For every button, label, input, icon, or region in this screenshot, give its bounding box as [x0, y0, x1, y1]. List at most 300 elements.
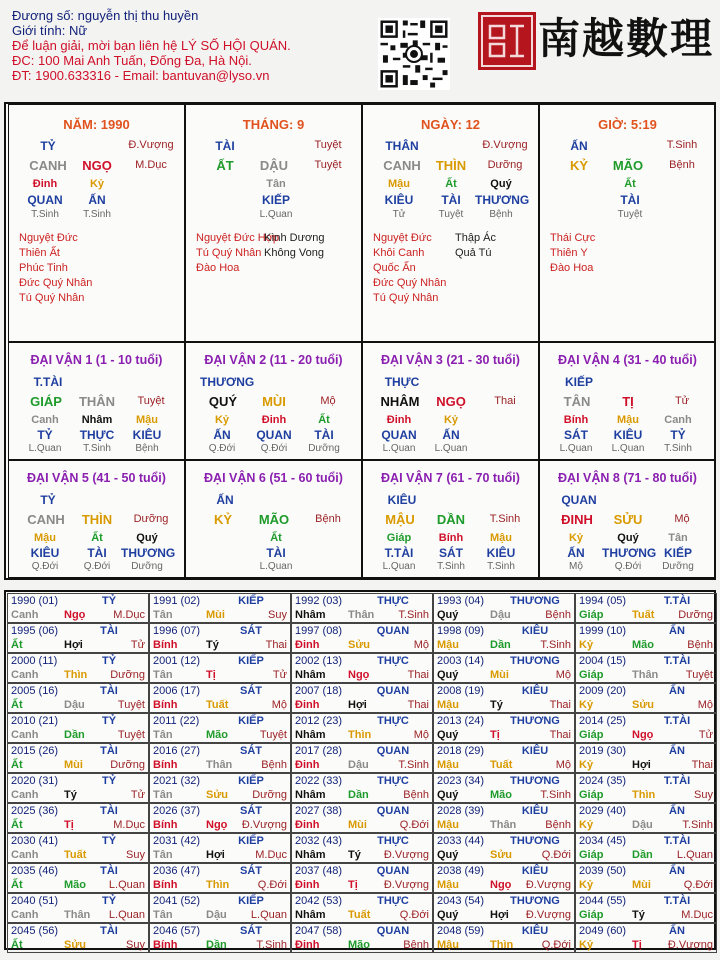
hidden-god: SÁT	[564, 428, 588, 442]
year-cell[interactable]	[433, 803, 575, 833]
year-cell[interactable]	[149, 833, 291, 863]
year-cell[interactable]	[291, 923, 433, 953]
year-cell[interactable]	[575, 653, 717, 683]
hidden-life: Q.Đới	[614, 561, 642, 572]
phone-email-line: ĐT: 1900.633316 - Email: bantuvan@lyso.vn	[12, 68, 270, 83]
year-stem: Ất	[11, 879, 23, 891]
year-cell[interactable]	[149, 803, 291, 833]
star-item: Nguyệt Đức Hợp	[196, 232, 280, 244]
year-cell[interactable]	[149, 743, 291, 773]
year-branch: Tị	[490, 729, 500, 741]
year-label: 2031 (42)	[153, 835, 201, 847]
year-cell[interactable]	[291, 713, 433, 743]
year-cell[interactable]	[149, 773, 291, 803]
hidden-god: TÀI	[441, 193, 461, 207]
stars-left	[19, 231, 92, 306]
year-god: THỰC	[377, 835, 409, 847]
branch-stage: Tuyệt	[137, 395, 165, 407]
branch-stage: Mộ	[674, 513, 690, 525]
hidden-god: SÁT	[439, 546, 463, 560]
year-branch: Dậu	[206, 909, 227, 921]
heaven-stem: NHÂM	[380, 394, 420, 409]
heaven-stem: TÂN	[563, 394, 591, 409]
hidden-life: L.Quan	[259, 561, 293, 572]
year-branch: Tị	[206, 669, 216, 681]
year-stage: Đ.Vượng	[383, 849, 429, 861]
year-label: 2003 (14)	[437, 655, 485, 667]
year-stage: Tuyệt	[685, 669, 713, 681]
dai-van-title: ĐẠI VẬN 8 (71 - 80 tuổi)	[558, 471, 697, 485]
year-god: KIÊU	[521, 925, 549, 937]
hidden-god: KIẾP	[261, 193, 290, 207]
year-cell[interactable]	[149, 893, 291, 923]
year-stem: Canh	[11, 849, 39, 861]
year-cell[interactable]	[149, 593, 291, 623]
year-stem: Bính	[153, 639, 178, 651]
hidden-stem: Ất	[270, 532, 282, 544]
year-label: 1997 (08)	[295, 625, 343, 637]
year-god: ẤN	[669, 685, 685, 697]
top-star: ẤN	[570, 139, 588, 153]
year-label: 2041 (52)	[153, 895, 201, 907]
year-label: 2020 (31)	[11, 775, 59, 787]
hidden-life: Bệnh	[489, 209, 513, 220]
year-branch: Tuất	[64, 849, 87, 861]
owner-line: Đương số: nguyễn thị thu huyền	[12, 8, 199, 23]
year-stem: Quý	[437, 609, 459, 621]
year-god: QUAN	[376, 685, 410, 697]
year-stage: T.Sinh	[256, 939, 287, 951]
hidden-stem: Mậu	[388, 178, 410, 190]
year-cell[interactable]	[7, 893, 149, 923]
year-god: QUAN	[376, 625, 410, 637]
year-label: 1998 (09)	[437, 625, 485, 637]
year-stage: Tử	[130, 789, 145, 801]
year-god: SÁT	[240, 685, 262, 697]
year-god: TỶ	[101, 655, 117, 667]
year-god: QUAN	[376, 925, 410, 937]
year-label: 2021 (32)	[153, 775, 201, 787]
year-stage: Mộ	[697, 699, 713, 711]
year-stem: Quý	[437, 909, 459, 921]
year-god: SÁT	[240, 925, 262, 937]
year-cell[interactable]	[291, 893, 433, 923]
top-stage: Tuyệt	[314, 139, 342, 151]
year-god: SÁT	[240, 805, 262, 817]
heaven-stem: KỶ	[569, 158, 589, 173]
year-cell[interactable]	[7, 743, 149, 773]
year-stage: Suy	[268, 609, 287, 621]
year-cell[interactable]	[7, 713, 149, 743]
year-branch: Dậu	[64, 699, 85, 711]
year-cell[interactable]	[149, 713, 291, 743]
year-stage: Bệnh	[261, 759, 287, 771]
year-god: THỰC	[377, 715, 409, 727]
year-god: T.TÀI	[663, 595, 691, 607]
hidden-life: T.Sinh	[83, 443, 111, 454]
dai-van-3	[362, 342, 539, 460]
hidden-god: T.TÀI	[384, 546, 414, 560]
year-stage: Mộ	[413, 639, 429, 651]
year-branch: Dậu	[490, 609, 511, 621]
year-cell[interactable]	[575, 743, 717, 773]
year-god: ẤN	[669, 925, 685, 937]
year-cell[interactable]	[433, 743, 575, 773]
year-label: 2019 (30)	[579, 745, 627, 757]
hidden-stem: Kỷ	[568, 532, 584, 544]
dai-van-8	[539, 460, 716, 578]
branch-stage: Bệnh	[315, 513, 341, 525]
year-branch: Tý	[64, 789, 77, 801]
year-god: QUAN	[376, 865, 410, 877]
year-stage: M.Dục	[113, 609, 145, 621]
dai-van-2	[185, 342, 362, 460]
heaven-stem: GIÁP	[30, 394, 62, 409]
year-stage: Suy	[126, 939, 145, 951]
year-label: 2038 (49)	[437, 865, 485, 877]
hidden-stem: Ất	[91, 532, 103, 544]
heaven-stem: CANH	[383, 158, 421, 173]
earth-branch: THÌN	[435, 158, 467, 173]
contact-line: Để luận giải, mời bạn liên hệ LÝ SỐ HỘI QUÁN.	[12, 38, 291, 53]
hidden-stem: Bính	[563, 414, 589, 426]
year-cell[interactable]	[291, 683, 433, 713]
year-cell[interactable]	[291, 623, 433, 653]
year-stem: Quý	[437, 729, 459, 741]
year-stem: Giáp	[579, 789, 604, 801]
year-branch: Thìn	[632, 789, 656, 801]
year-stage: Tử	[130, 639, 145, 651]
hidden-life: L.Quan	[382, 561, 416, 572]
yearly-table	[4, 590, 716, 950]
year-stage: Bệnh	[545, 819, 571, 831]
year-cell[interactable]	[433, 653, 575, 683]
year-stem: Canh	[11, 909, 39, 921]
year-stem: Giáp	[579, 909, 604, 921]
year-branch: Dần	[64, 729, 85, 741]
year-stem: Mậu	[437, 939, 459, 951]
year-stem: Ất	[11, 759, 23, 771]
year-cell[interactable]	[149, 923, 291, 953]
branch-stage: Bệnh	[669, 159, 695, 171]
year-label: 2028 (39)	[437, 805, 485, 817]
year-god: KIẾP	[238, 775, 264, 787]
top-stage: Đ.Vượng	[482, 139, 528, 151]
year-label: 2001 (12)	[153, 655, 201, 667]
hidden-life: T.Sinh	[664, 443, 692, 454]
year-branch: Tý	[206, 639, 219, 651]
earth-branch: THÂN	[78, 394, 116, 409]
hidden-god: THƯƠNG	[602, 546, 657, 560]
year-stage: Thai	[265, 639, 287, 651]
year-branch: Mão	[632, 639, 654, 651]
year-god: TỶ	[101, 775, 117, 787]
year-branch: Mão	[348, 939, 370, 951]
year-cell[interactable]	[7, 683, 149, 713]
hidden-life: T.Sinh	[437, 561, 465, 572]
year-cell[interactable]	[575, 923, 717, 953]
year-label: 2000 (11)	[11, 655, 58, 667]
year-cell[interactable]	[575, 863, 717, 893]
hidden-stem: Kỷ	[214, 414, 230, 426]
year-god: KIÊU	[521, 805, 549, 817]
year-stem: Kỷ	[579, 879, 594, 891]
year-stage: Q.Đới	[683, 879, 713, 891]
top-star: ẤN	[216, 493, 234, 507]
top-star: KIÊU	[387, 493, 417, 507]
year-cell[interactable]	[7, 773, 149, 803]
heaven-stem: QUÝ	[208, 394, 238, 409]
year-stage: M.Dục	[681, 909, 713, 921]
year-label: 2008 (19)	[437, 685, 485, 697]
star-item: Thiên Ất	[19, 247, 60, 259]
year-god: THỰC	[377, 595, 409, 607]
year-branch: Tý	[348, 849, 361, 861]
year-god: KIẾP	[238, 895, 264, 907]
hidden-god: KIÊU	[613, 428, 643, 442]
star-item: Đức Quý Nhân	[373, 277, 447, 289]
year-stage: Q.Đới	[257, 879, 287, 891]
heaven-stem: ẤT	[216, 158, 234, 173]
year-stage: Q.Đới	[399, 909, 429, 921]
year-branch: Ngọ	[206, 819, 228, 831]
year-cell[interactable]	[7, 623, 149, 653]
year-cell[interactable]	[149, 623, 291, 653]
hidden-god: THƯƠNG	[121, 546, 176, 560]
hidden-life: Bệnh	[135, 443, 159, 454]
star-item: Phúc Tinh	[19, 262, 68, 274]
star-item: Tú Quý Nhân	[19, 292, 85, 304]
year-cell[interactable]	[575, 893, 717, 923]
year-label: 2023 (34)	[437, 775, 485, 787]
year-god: T.TÀI	[663, 835, 691, 847]
hidden-life: L.Quan	[559, 443, 593, 454]
hidden-life: Dưỡng	[662, 561, 694, 572]
year-branch: Ngọ	[348, 669, 370, 681]
year-branch: Thân	[348, 609, 375, 621]
top-star: TỶ	[40, 493, 56, 507]
top-star: QUAN	[561, 493, 597, 507]
year-stage: T.Sinh	[540, 639, 571, 651]
year-branch: Tý	[490, 699, 503, 711]
year-cell[interactable]	[575, 713, 717, 743]
year-stem: Tân	[153, 909, 173, 921]
year-stem: Kỷ	[579, 819, 594, 831]
year-cell[interactable]	[433, 593, 575, 623]
year-branch: Tuất	[490, 759, 513, 771]
year-cell[interactable]	[7, 803, 149, 833]
year-god: SÁT	[240, 745, 262, 757]
top-star: THƯƠNG	[200, 375, 255, 389]
hidden-life: Tuyệt	[617, 209, 643, 220]
hidden-stem: Quý	[490, 178, 512, 190]
top-stage: Đ.Vượng	[128, 139, 174, 151]
year-branch: Sửu	[64, 939, 87, 951]
year-stage: Q.Đới	[541, 849, 571, 861]
hidden-stem: Kỷ	[89, 178, 105, 190]
year-cell[interactable]	[291, 593, 433, 623]
dai-van-title: ĐẠI VẬN 6 (51 - 60 tuổi)	[204, 471, 343, 485]
year-god: TÀI	[100, 925, 118, 937]
year-stem: Quý	[437, 789, 459, 801]
year-label: 2035 (46)	[11, 865, 59, 877]
hidden-life: T.Sinh	[83, 209, 111, 220]
year-label: 2029 (40)	[579, 805, 627, 817]
year-stage: Thai	[549, 699, 571, 711]
year-label: 2009 (20)	[579, 685, 627, 697]
year-label: 2042 (53)	[295, 895, 343, 907]
year-branch: Tuất	[348, 909, 371, 921]
year-cell[interactable]	[7, 923, 149, 953]
hidden-life: Q.Đới	[208, 443, 236, 454]
year-cell[interactable]	[433, 623, 575, 653]
dai-van-4	[539, 342, 716, 460]
dai-van-title: ĐẠI VẬN 5 (41 - 50 tuổi)	[27, 471, 166, 485]
branch-stage: Mộ	[320, 395, 336, 407]
year-branch: Thân	[490, 819, 517, 831]
branch-stage: Tuyệt	[314, 159, 342, 171]
address-line: ĐC: 100 Mai Anh Tuấn, Đống Đa, Hà Nội.	[12, 53, 252, 68]
year-stem: Ất	[11, 939, 23, 951]
hidden-stem: Canh	[664, 414, 692, 426]
year-god: T.TÀI	[663, 775, 691, 787]
year-stem: Mậu	[437, 819, 459, 831]
hidden-life: L.Quan	[382, 443, 416, 454]
year-stage: Tuyệt	[117, 699, 145, 711]
year-god: TÀI	[100, 625, 118, 637]
earth-branch: THÌN	[81, 512, 113, 527]
earth-branch: MÃO	[258, 512, 290, 527]
hidden-stem: Ất	[318, 414, 330, 426]
year-god: ẤN	[669, 805, 685, 817]
year-label: 1993 (04)	[437, 595, 485, 607]
year-god: KIÊU	[521, 625, 549, 637]
year-branch: Dần	[206, 939, 227, 951]
year-god: TỶ	[101, 715, 117, 727]
hidden-god: ẤN	[442, 428, 460, 442]
earth-branch: DẦN	[436, 512, 466, 527]
hidden-stem: Đinh	[261, 414, 287, 426]
year-stem: Nhâm	[295, 849, 326, 861]
year-cell[interactable]	[575, 803, 717, 833]
pillar-title: GIỜ: 5:19	[598, 117, 657, 132]
year-branch: Sửu	[206, 789, 229, 801]
year-cell[interactable]	[291, 773, 433, 803]
year-stem: Bính	[153, 879, 178, 891]
dai-van-title: ĐẠI VẬN 3 (21 - 30 tuổi)	[381, 353, 520, 367]
year-god: KIÊU	[521, 865, 549, 877]
year-cell[interactable]	[291, 833, 433, 863]
year-label: 2046 (57)	[153, 925, 201, 937]
year-branch: Thân	[206, 759, 233, 771]
year-label: 2043 (54)	[437, 895, 485, 907]
star-item: Nguyệt Đức	[19, 232, 78, 244]
year-cell[interactable]	[433, 893, 575, 923]
year-cell[interactable]	[291, 743, 433, 773]
year-cell[interactable]	[575, 683, 717, 713]
year-stage: Đ.Vượng	[241, 819, 287, 831]
year-stage: Đ.Vượng	[667, 939, 713, 951]
year-stem: Đinh	[295, 759, 320, 771]
year-stem: Kỷ	[579, 699, 594, 711]
year-cell[interactable]	[433, 683, 575, 713]
hidden-god: TÀI	[314, 428, 334, 442]
stars-left	[373, 231, 446, 306]
year-label: 2024 (35)	[579, 775, 627, 787]
year-label: 2027 (38)	[295, 805, 343, 817]
year-cell[interactable]	[149, 683, 291, 713]
year-god: KIẾP	[238, 595, 264, 607]
year-cell[interactable]	[7, 593, 149, 623]
hidden-god: KIẾP	[663, 546, 692, 560]
year-stem: Đinh	[295, 939, 320, 951]
year-cell[interactable]	[575, 593, 717, 623]
hidden-life: Q.Đới	[83, 561, 111, 572]
year-cell[interactable]	[291, 803, 433, 833]
year-god: KIẾP	[238, 835, 264, 847]
year-god: ẤN	[669, 625, 685, 637]
year-label: 2011 (22)	[153, 715, 200, 727]
top-star: TÀI	[215, 139, 235, 153]
hidden-life: Q.Đới	[260, 443, 288, 454]
year-cell[interactable]	[433, 773, 575, 803]
bazi-chart	[4, 102, 716, 580]
year-cell[interactable]	[433, 833, 575, 863]
year-branch: Mão	[64, 879, 86, 891]
year-label: 2044 (55)	[579, 895, 627, 907]
year-cell[interactable]	[433, 923, 575, 953]
year-branch: Mùi	[632, 879, 651, 891]
pillar-title: NGÀY: 12	[421, 117, 480, 132]
year-branch: Dần	[632, 849, 653, 861]
year-cell[interactable]	[149, 653, 291, 683]
year-label: 2006 (17)	[153, 685, 201, 697]
year-cell[interactable]	[149, 863, 291, 893]
pillar-2	[185, 104, 362, 342]
hidden-god: KIÊU	[486, 546, 516, 560]
year-cell[interactable]	[575, 623, 717, 653]
year-cell[interactable]	[7, 833, 149, 863]
year-stage: Dưỡng	[678, 609, 713, 621]
year-cell[interactable]	[433, 863, 575, 893]
year-god: SÁT	[240, 625, 262, 637]
dai-van-5	[8, 460, 185, 578]
year-cell[interactable]	[433, 713, 575, 743]
year-stem: Kỷ	[579, 759, 594, 771]
top-star: THÂN	[385, 139, 419, 153]
star-item: Kình Dương	[264, 232, 325, 244]
year-cell[interactable]	[575, 833, 717, 863]
year-cell[interactable]	[7, 653, 149, 683]
year-stage: Suy	[126, 849, 145, 861]
year-stem: Canh	[11, 609, 39, 621]
year-cell[interactable]	[575, 773, 717, 803]
qr-code-icon[interactable]	[378, 18, 450, 90]
year-stage: Mộ	[413, 729, 429, 741]
year-god: THƯƠNG	[510, 895, 560, 907]
year-cell[interactable]	[291, 863, 433, 893]
brand-title: 南越數理	[538, 14, 715, 63]
year-branch: Thìn	[490, 939, 514, 951]
star-item: Tú Quý Nhân	[373, 292, 439, 304]
year-label: 2010 (21)	[11, 715, 59, 727]
star-item: Nguyệt Đức	[373, 232, 432, 244]
year-branch: Tị	[64, 819, 74, 831]
year-cell[interactable]	[291, 653, 433, 683]
year-stem: Tân	[153, 669, 173, 681]
hidden-life: Mộ	[569, 561, 583, 572]
year-cell[interactable]	[7, 863, 149, 893]
